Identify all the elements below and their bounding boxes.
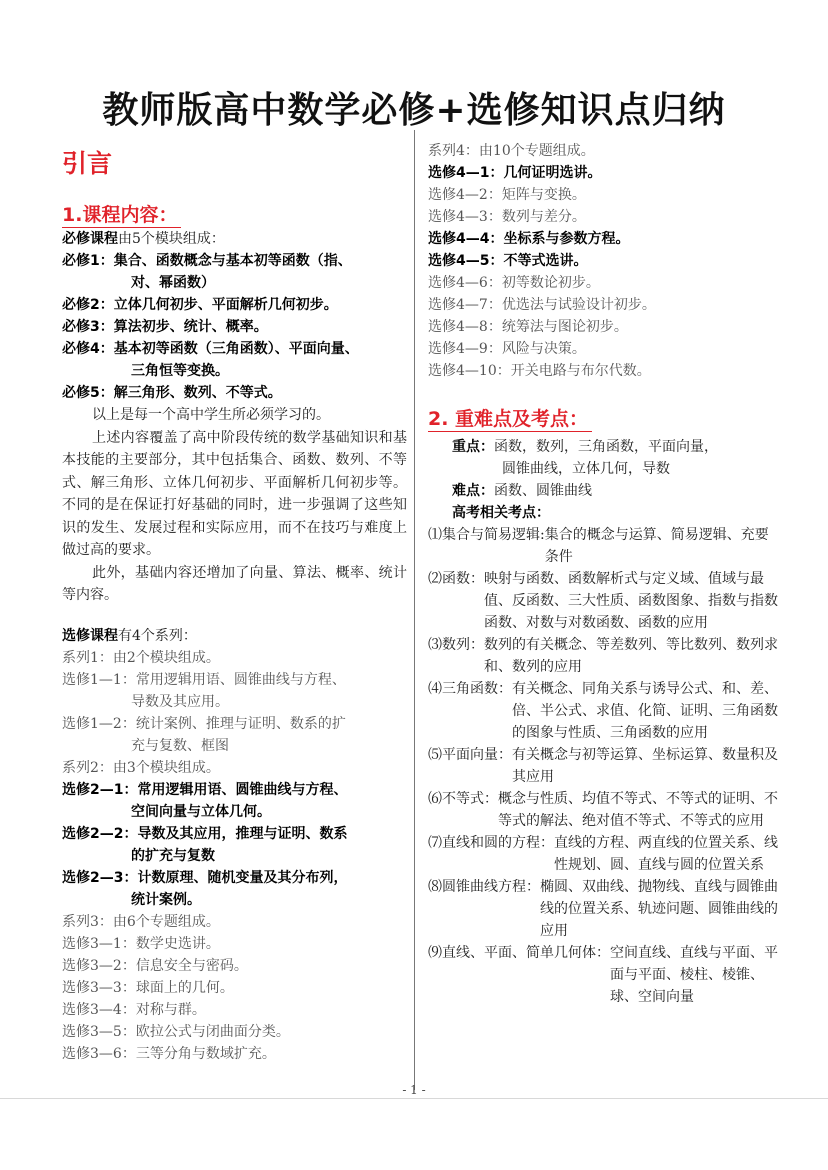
elective-4-5: 选修4—5：不等式选讲。	[428, 253, 588, 269]
elective-3-1: 选修3—1：数学史选讲。	[62, 935, 220, 952]
paragraph-3: 此外，基础内容还增加了向量、算法、概率、统计等内容。	[62, 564, 407, 603]
column-divider	[414, 130, 415, 1090]
elective-2-1: 选修2—1：常用逻辑用语、圆锥曲线与方程、	[62, 781, 348, 798]
paragraph-2: 上述内容覆盖了高中阶段传统的数学基础知识和基本技能的主要部分，其中包括集合、函数、数列、不等式、解三角形、立体几何初步、平面解析几何初步等。不同的是在保证打好基础的同时，进一步强调了这些知识的发生、发展过程和实际应用，而不在技巧与难度上做过高的要求。	[62, 429, 407, 558]
elective-4-9: 选修4—9：风险与决策。	[428, 341, 586, 357]
exam-item: ⑺直线和圆的方程： 直线的方程、两直线的位置关系、线性规划、圆、直线与圆的位置关系	[428, 835, 778, 873]
section2-heading: 2. 重难点及考点：	[428, 404, 592, 432]
elective-2-2: 选修2—2：导数及其应用，推理与证明、数系	[62, 825, 348, 842]
module-5: 必修5：解三角形、数列、不等式。	[62, 385, 282, 401]
exam-item: ⑵函数： 映射与函数、函数解析式与定义域、值域与最值、反函数、三大性质、函数图象、指数与指数函数、对数与对数函数、函数的应用	[428, 571, 778, 631]
page-number: - 1 -	[402, 1083, 426, 1097]
right-column	[428, 140, 778, 1008]
elective-3-2: 选修3—2：信息安全与密码。	[62, 957, 248, 974]
intro-heading: 引言	[62, 149, 113, 178]
elective-4-7: 选修4—7：优选法与试验设计初步。	[428, 297, 656, 313]
module-3: 必修3：算法初步、统计、概率。	[62, 319, 268, 335]
page-title: 教师版高中数学必修+选修知识点归纳	[102, 90, 726, 131]
elective-1-2: 选修1—2：统计案例、推理与证明、数系的扩	[62, 715, 346, 732]
exam-item: ⑷三角函数： 有关概念、同角关系与诱导公式、和、差、倍、半公式、求值、化简、证明、三角函数的图象与性质、三角函数的应用	[428, 681, 778, 741]
module-1: 必修1：集合、函数概念与基本初等函数（指、	[62, 253, 352, 269]
elective-1-2-cont: 充与复数、框图	[131, 737, 229, 754]
elective-4-6: 选修4—6：初等数论初步。	[428, 275, 600, 291]
required-intro: 必修课程由5个模块组成：	[62, 231, 225, 247]
key-points: 重点：函数，数列，三角函数，平面向量，	[452, 439, 718, 455]
elective-3-5: 选修3—5：欧拉公式与闭曲面分类。	[62, 1023, 290, 1040]
paragraph-1: 以上是每一个高中学生所必须学习的。	[92, 407, 330, 423]
left-column	[62, 140, 407, 1065]
elective-2-3: 选修2—3：计数原理、随机变量及其分布列，	[62, 869, 348, 886]
elective-4-2: 选修4—2：矩阵与变换。	[428, 187, 586, 203]
elective-3-6: 选修3—6：三等分角与数域扩充。	[62, 1045, 276, 1062]
elective-4-3: 选修4—3：数列与差分。	[428, 209, 586, 225]
module-1-cont: 对、幂函数）	[131, 275, 215, 291]
elective-1-1-cont: 导数及其应用。	[131, 693, 229, 710]
key-points-cont: 圆锥曲线，立体几何，导数	[502, 461, 670, 477]
elective-3-4: 选修3—4：对称与群。	[62, 1001, 206, 1018]
module-4-cont: 三角恒等变换。	[131, 363, 229, 379]
elective-4-1: 选修4—1：几何证明选讲。	[428, 165, 602, 181]
bottom-separator	[0, 1098, 828, 1099]
section1-heading: 1.课程内容：	[62, 200, 181, 228]
exam-item: ⑶数列： 数列的有关概念、等差数列、等比数列、数列求和、数列的应用	[428, 637, 778, 675]
series-1: 系列1：由2个模块组成。	[62, 649, 220, 666]
exam-item: ⑴集合与简易逻辑: 集合的概念与运算、简易逻辑、充要条件	[428, 527, 769, 565]
elective-2-1-cont: 空间向量与立体几何。	[131, 803, 271, 820]
elective-4-10: 选修4—10：开关电路与布尔代数。	[428, 363, 651, 379]
exam-item: ⑹不等式： 概念与性质、均值不等式、不等式的证明、不等式的解法、绝对值不等式、不等式的应用	[428, 791, 778, 829]
module-2: 必修2：立体几何初步、平面解析几何初步。	[62, 297, 338, 313]
hard-points: 难点：函数、圆锥曲线	[452, 483, 592, 499]
series-3: 系列3：由6个专题组成。	[62, 913, 220, 930]
exam-item: ⑼直线、平面、简单几何体： 空间直线、直线与平面、平面与平面、棱柱、棱锥、球、空间向量	[428, 945, 778, 1005]
module-4: 必修4：基本初等函数（三角函数）、平面向量、	[62, 341, 359, 357]
elective-4-4: 选修4—4：坐标系与参数方程。	[428, 231, 630, 247]
elective-2-3-cont: 统计案例。	[131, 891, 201, 908]
elective-4-8: 选修4—8：统筹法与图论初步。	[428, 319, 628, 335]
exam-heading: 高考相关考点：	[452, 505, 550, 521]
elective-2-2-cont: 的扩充与复数	[131, 847, 215, 864]
elective-1-1: 选修1—1：常用逻辑用语、圆锥曲线与方程、	[62, 671, 346, 688]
elective-3-3: 选修3—3：球面上的几何。	[62, 979, 234, 996]
series-4: 系列4：由10个专题组成。	[428, 143, 595, 159]
series-2: 系列2：由3个模块组成。	[62, 759, 220, 776]
exam-item: ⑸平面向量： 有关概念与初等运算、坐标运算、数量积及其应用	[428, 747, 778, 785]
exam-item: ⑻圆锥曲线方程： 椭圆、双曲线、抛物线、直线与圆锥曲线的位置关系、轨迹问题、圆锥曲线的应用	[428, 879, 778, 939]
elective-intro: 选修课程有4个系列：	[62, 627, 197, 644]
